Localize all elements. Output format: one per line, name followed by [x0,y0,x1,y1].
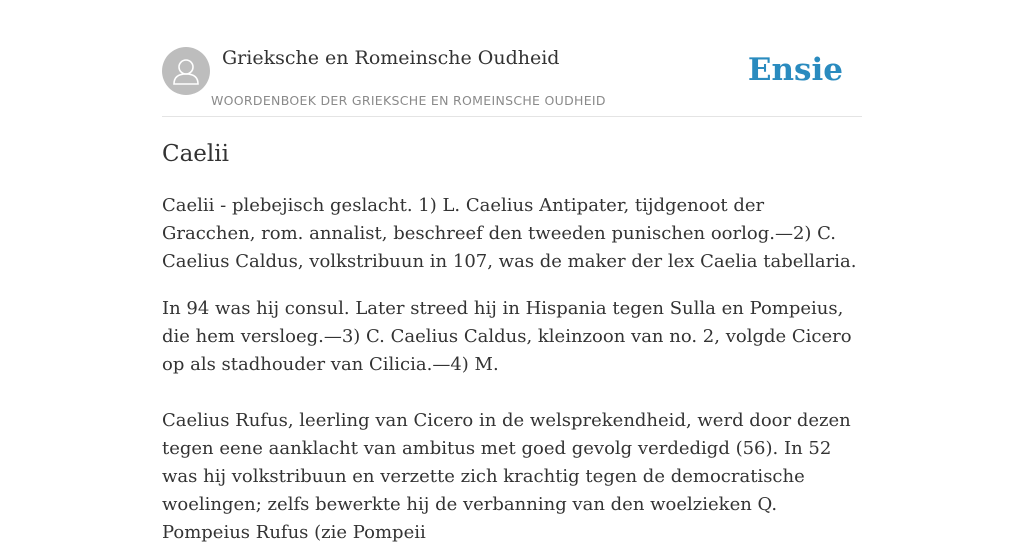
ensie-logo[interactable]: Ensie [747,52,843,88]
source-title[interactable]: Grieksche en Romeinsche Oudheid [222,47,560,69]
entry-paragraph: Caelius Rufus, leerling van Cicero in de welsprekendheid, werd door dezen tegen eene aanklacht van ambitus met goed gevolg verdedigd (56). In 52 was hij volkstribuun en verzette zich krachtig tegen de democratische woelingen; zelfs bewerkte hij de verbanning van den woelzieken Q. Pompeius Rufus (zie Pompeii [162,410,851,543]
entry-paragraph: In 94 was hij consul. Later streed hij in Hispania tegen Sulla en Pompeius, die hem versloeg.—3) C. Caelius Caldus, kleinzoon van no. 2, volgde Cicero op als stadhouder van Cilicia.—4) M. [162,298,852,375]
document-page [162,0,862,543]
entry-content [162,192,862,547]
user-icon[interactable] [162,47,210,95]
source-header [162,46,862,117]
entry-paragraph: Caelii - plebejisch geslacht. 1) L. Caelius Antipater, tijdgenoot der Gracchen, rom. annalist, beschreef den tweeden punischen oorlog.—2) C. Caelius Caldus, volkstribuun in 107, was de maker der lex Caelia tabellaria. [162,195,857,272]
source-subtitle: WOORDENBOEK DER GRIEKSCHE EN ROMEINSCHE OUDHEID [211,93,606,108]
entry-title: Caelii [162,141,229,167]
